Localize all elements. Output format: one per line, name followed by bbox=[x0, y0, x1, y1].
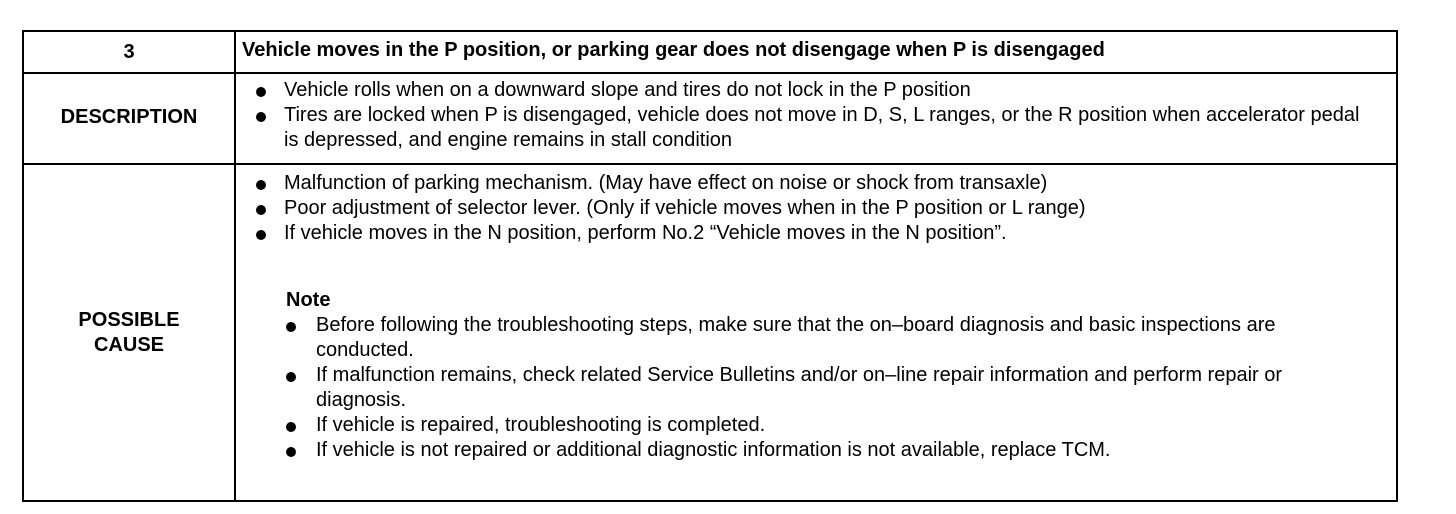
possible-cause-label-line1: POSSIBLE bbox=[78, 308, 180, 331]
list-item-text: If vehicle moves in the N position, perform No.2 “Vehicle moves in the N position”. bbox=[284, 222, 1007, 244]
list-item bbox=[286, 413, 1346, 438]
header-row bbox=[24, 32, 1396, 74]
list-item bbox=[256, 196, 1366, 221]
description-label: DESCRIPTION bbox=[24, 72, 236, 163]
bullet-icon bbox=[256, 230, 266, 240]
note-list bbox=[286, 313, 1346, 463]
description-list bbox=[256, 78, 1366, 153]
possible-cause-content bbox=[236, 163, 1396, 502]
possible-cause-label-line2: CAUSE bbox=[93, 333, 164, 356]
list-item bbox=[286, 313, 1346, 363]
list-item-text: Tires are locked when P is disengaged, vehicle does not move in D, S, L ranges, or the R position when accelerator pedal is depressed, and engine remains in stall condition bbox=[284, 104, 1360, 151]
step-title: Vehicle moves in the P position, or parking gear does not disengage when P is disengaged bbox=[242, 39, 1105, 61]
list-item bbox=[256, 171, 1366, 196]
list-item bbox=[256, 78, 1366, 103]
list-item bbox=[256, 103, 1366, 153]
list-item-text: Vehicle rolls when on a downward slope and tires do not lock in the P position bbox=[284, 79, 971, 101]
list-item-text: If vehicle is not repaired or additional diagnostic information is not available, replace TCM. bbox=[316, 439, 1111, 461]
bullet-icon bbox=[286, 372, 296, 382]
note-heading: Note bbox=[286, 289, 331, 311]
troubleshooting-table bbox=[22, 30, 1398, 502]
bullet-icon bbox=[256, 112, 266, 122]
description-content bbox=[236, 72, 1396, 163]
list-item bbox=[286, 438, 1346, 463]
bullet-icon bbox=[286, 447, 296, 457]
list-item-text: If malfunction remains, check related Service Bulletins and/or on–line repair information and perform repair or diagnosis. bbox=[316, 364, 1283, 411]
bullet-icon bbox=[256, 87, 266, 97]
list-item-text: If vehicle is repaired, troubleshooting is completed. bbox=[316, 414, 766, 436]
list-item bbox=[256, 221, 1366, 246]
description-row bbox=[24, 72, 1396, 165]
header-title-cell bbox=[236, 32, 1396, 72]
list-item bbox=[286, 363, 1346, 413]
bullet-icon bbox=[256, 205, 266, 215]
step-number: 3 bbox=[24, 32, 236, 72]
list-item-text: Poor adjustment of selector lever. (Only if vehicle moves when in the P position or L range) bbox=[284, 197, 1086, 219]
cause-list bbox=[256, 171, 1366, 246]
bullet-icon bbox=[286, 322, 296, 332]
list-item-text: Malfunction of parking mechanism. (May have effect on noise or shock from transaxle) bbox=[284, 172, 1048, 194]
possible-cause-label bbox=[24, 163, 236, 502]
bullet-icon bbox=[256, 180, 266, 190]
bullet-icon bbox=[286, 422, 296, 432]
possible-cause-row bbox=[24, 163, 1396, 502]
list-item-text: Before following the troubleshooting steps, make sure that the on–board diagnosis and basic inspections are conducted. bbox=[316, 314, 1276, 361]
